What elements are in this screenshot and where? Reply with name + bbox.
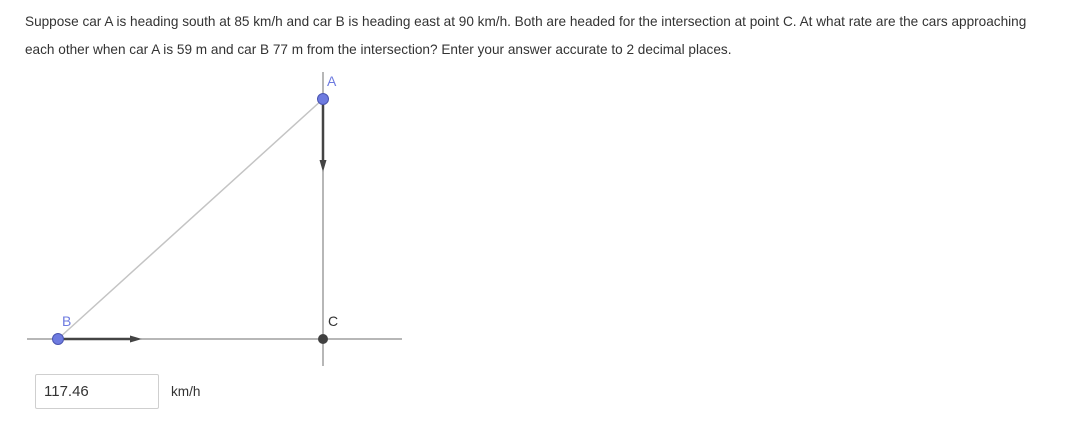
point-a[interactable] [318, 94, 329, 105]
answer-row [35, 373, 200, 410]
answer-unit: km/h [171, 384, 201, 399]
point-b[interactable] [53, 334, 64, 345]
velocity-arrowhead-a [320, 160, 327, 172]
point-a-label: A [327, 73, 337, 89]
point-c-label: C [328, 313, 339, 329]
point-c [318, 334, 328, 344]
point-b-label: B [62, 313, 72, 329]
velocity-arrowhead-b [130, 336, 142, 343]
answer-input[interactable] [35, 374, 159, 409]
distance-line-ab [58, 99, 323, 339]
question-text: Suppose car A is heading south at 85 km/h and car B is heading east at 90 km/h. Both are headed for the intersection at point C. At what rate are the cars approaching each other when car A is 59 m and car B 77 m from the intersection? Enter your answer accurate to 2 decimal places. [25, 14, 1027, 57]
